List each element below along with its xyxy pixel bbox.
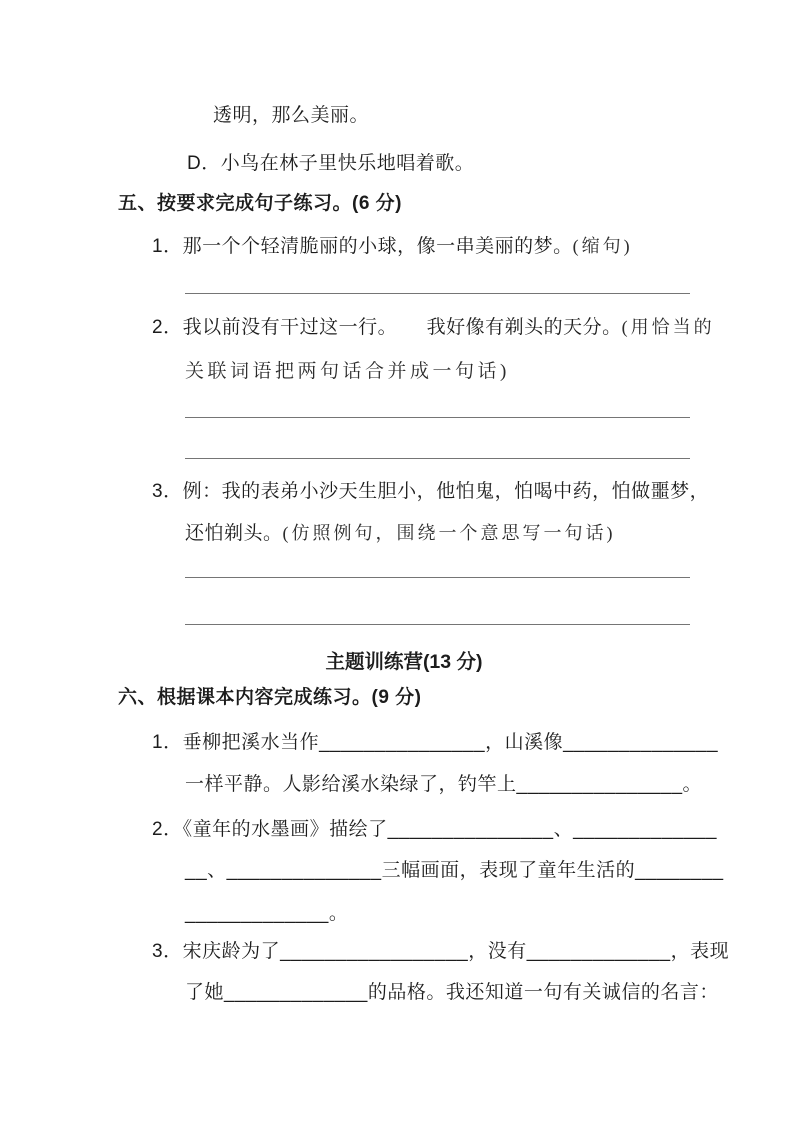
s5-question-1-line <box>152 234 633 259</box>
s6-question-3-line1: 3．宋庆龄为了_________________，没有_____________，表现 <box>152 941 730 962</box>
s6-question-1-line2: 一样平静。人影给溪水染绿了，钓竿上_______________。 <box>185 774 703 795</box>
s5-q3-hint: (仿照例句，围绕一个意思写一句话) <box>282 523 616 543</box>
s5-question-2-line <box>152 315 715 340</box>
s5-q3-sentence-end: 还怕剃头。 <box>185 523 283 544</box>
section-five-heading: 五、按要求完成句子练习。(6 分) <box>118 193 403 214</box>
s6-question-1-line1: 1．垂柳把溪水当作_______________，山溪像______________ <box>152 732 719 753</box>
s5-question-3-line1: 3．例：我的表弟小沙天生胆小，他怕鬼，怕喝中药，怕做噩梦， <box>152 481 710 502</box>
banner-title: 主题训练营(13 分) <box>325 651 483 673</box>
s5-q2-hint-start: (用恰当的 <box>621 317 715 337</box>
answer-blank-line <box>185 624 690 625</box>
s5-q1-sentence: 1．那一个个轻清脆丽的小球，像一串美丽的梦。 <box>152 236 573 257</box>
answer-blank-line <box>185 293 690 294</box>
prev-answer-continuation-line: 透明，那么美丽。 <box>213 105 370 126</box>
s5-question-3-line2 <box>185 521 616 546</box>
answer-blank-line <box>185 577 690 578</box>
s6-question-2-line1: 2．《童年的水墨画》描绘了_______________、_____________ <box>152 819 717 840</box>
answer-blank-line <box>185 458 690 459</box>
s6-question-2-line3: _____________。 <box>185 903 349 924</box>
s5-q2-hint-continuation-line: 关联词语把两句话合并成一句话) <box>185 361 510 382</box>
section-six-heading: 六、根据课本内容完成练习。(9 分) <box>118 687 422 708</box>
s6-question-3-line2: 了她_____________的品格。我还知道一句有关诚信的名言： <box>185 982 719 1003</box>
option-d-line: D．小鸟在林子里快乐地唱着歌。 <box>187 153 475 174</box>
answer-blank-line <box>185 417 690 418</box>
s5-q2-sentence: 2．我以前没有干过这一行。 我好像有剃头的天分。 <box>152 317 622 338</box>
s6-question-2-line2: __、______________三幅画面，表现了童年生活的________ <box>185 860 724 881</box>
s5-q1-hint: (缩句) <box>572 236 633 256</box>
